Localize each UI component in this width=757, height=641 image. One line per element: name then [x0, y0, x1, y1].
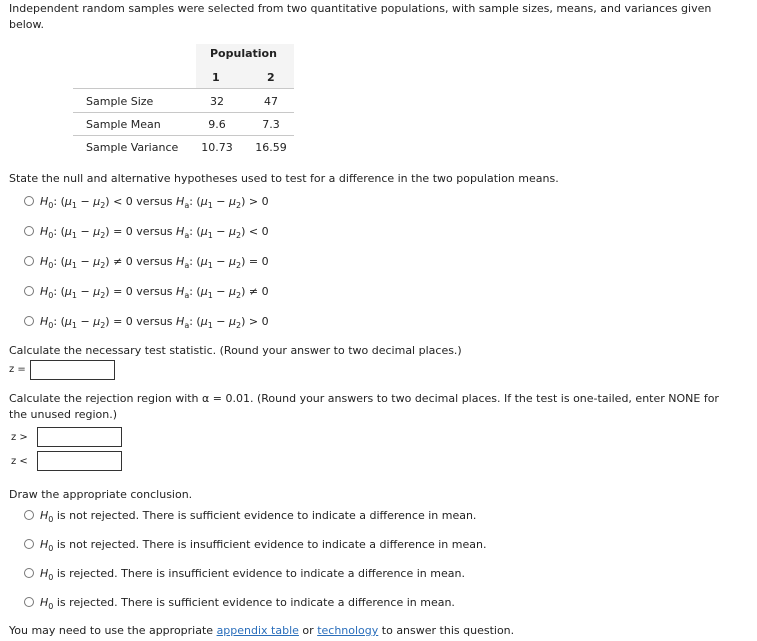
table-col2-header: 2 [267, 71, 275, 84]
hypothesis-text: $H_0$: $(\mu_1 - \mu_2) < 0$ versus $H_a$: $(\mu_1 - \mu_2) > 0$ [40, 194, 269, 210]
radio-button[interactable] [24, 196, 34, 206]
rejection-lower-input[interactable] [37, 451, 122, 471]
table-divider [73, 135, 294, 136]
radio-button[interactable] [24, 286, 34, 296]
conclusion-text: $H_0$ is not rejected. There is sufficient evidence to indicate a difference in mean. [40, 508, 477, 524]
problem-intro: Independent random samples were selected from two quantitative populations, with sample sizes, means, and variances given below. [9, 2, 712, 31]
footer-text: or [302, 624, 314, 637]
conclusion-text: $H_0$ is rejected. There is sufficient evidence to indicate a difference in mean. [40, 595, 455, 611]
appendix-table-link[interactable]: appendix table [216, 624, 299, 637]
z-less-label: z < [11, 456, 28, 467]
hypothesis-option-3[interactable] [24, 253, 269, 269]
z-equals-label: z = [9, 364, 26, 375]
hypotheses-prompt: State the null and alternative hypotheses used to test for a difference in the two population means. [9, 172, 559, 185]
radio-button[interactable] [24, 597, 34, 607]
conclusion-prompt: Draw the appropriate conclusion. [9, 488, 193, 501]
table-cell: 16.59 [255, 141, 287, 154]
hypothesis-text: $H_0$: $(\mu_1 - \mu_2) = 0$ versus $H_a$: $(\mu_1 - \mu_2) < 0$ [40, 224, 269, 240]
table-cell: 9.6 [208, 118, 226, 131]
conclusion-text: $H_0$ is rejected. There is insufficient evidence to indicate a difference in mean. [40, 566, 465, 582]
radio-button[interactable] [24, 226, 34, 236]
footer-text: You may need to use the appropriate [9, 624, 214, 637]
table-divider [73, 88, 294, 89]
hypothesis-text: $H_0$: $(\mu_1 - \mu_2) \ne 0$ versus $H_a$: $(\mu_1 - \mu_2) = 0$ [40, 254, 269, 270]
conclusion-option-3[interactable] [24, 565, 465, 581]
hypothesis-text: $H_0$: $(\mu_1 - \mu_2) = 0$ versus $H_a$: $(\mu_1 - \mu_2) > 0$ [40, 314, 269, 330]
radio-button[interactable] [24, 510, 34, 520]
table-cell: 10.73 [201, 141, 233, 154]
hypothesis-text: $H_0$: $(\mu_1 - \mu_2) = 0$ versus $H_a$: $(\mu_1 - \mu_2) \ne 0$ [40, 284, 269, 300]
table-row-label: Sample Size [86, 95, 154, 108]
table-cell: 7.3 [262, 118, 280, 131]
footer-text: to answer this question. [381, 624, 515, 637]
table-divider [73, 112, 294, 113]
hypothesis-option-4[interactable] [24, 283, 269, 299]
conclusion-option-4[interactable] [24, 594, 455, 610]
table-cell: 47 [264, 95, 278, 108]
hypothesis-option-2[interactable] [24, 223, 269, 239]
table-cell: 32 [210, 95, 224, 108]
test-statistic-prompt: Calculate the necessary test statistic. (Round your answer to two decimal places.) [9, 344, 462, 357]
technology-link[interactable]: technology [317, 624, 379, 637]
table-row-label: Sample Mean [86, 118, 161, 131]
test-statistic-input[interactable] [30, 360, 115, 380]
table-population-header: Population [210, 47, 277, 60]
radio-button[interactable] [24, 539, 34, 549]
rejection-region-prompt: Calculate the rejection region with α = 0.01. (Round your answers to two decimal places. If the test is one-tailed, enter NONE for the unused region.) [9, 392, 719, 421]
z-greater-label: z > [11, 432, 28, 443]
footer-note [9, 623, 514, 639]
table-row-label: Sample Variance [86, 141, 179, 154]
conclusion-text: $H_0$ is not rejected. There is insufficient evidence to indicate a difference in mean. [40, 537, 487, 553]
hypothesis-option-1[interactable] [24, 193, 269, 209]
radio-button[interactable] [24, 256, 34, 266]
hypothesis-option-5[interactable] [24, 313, 269, 329]
radio-button[interactable] [24, 568, 34, 578]
conclusion-option-1[interactable] [24, 507, 476, 523]
conclusion-option-2[interactable] [24, 536, 486, 552]
rejection-upper-input[interactable] [37, 427, 122, 447]
table-col1-header: 1 [212, 71, 220, 84]
radio-button[interactable] [24, 316, 34, 326]
